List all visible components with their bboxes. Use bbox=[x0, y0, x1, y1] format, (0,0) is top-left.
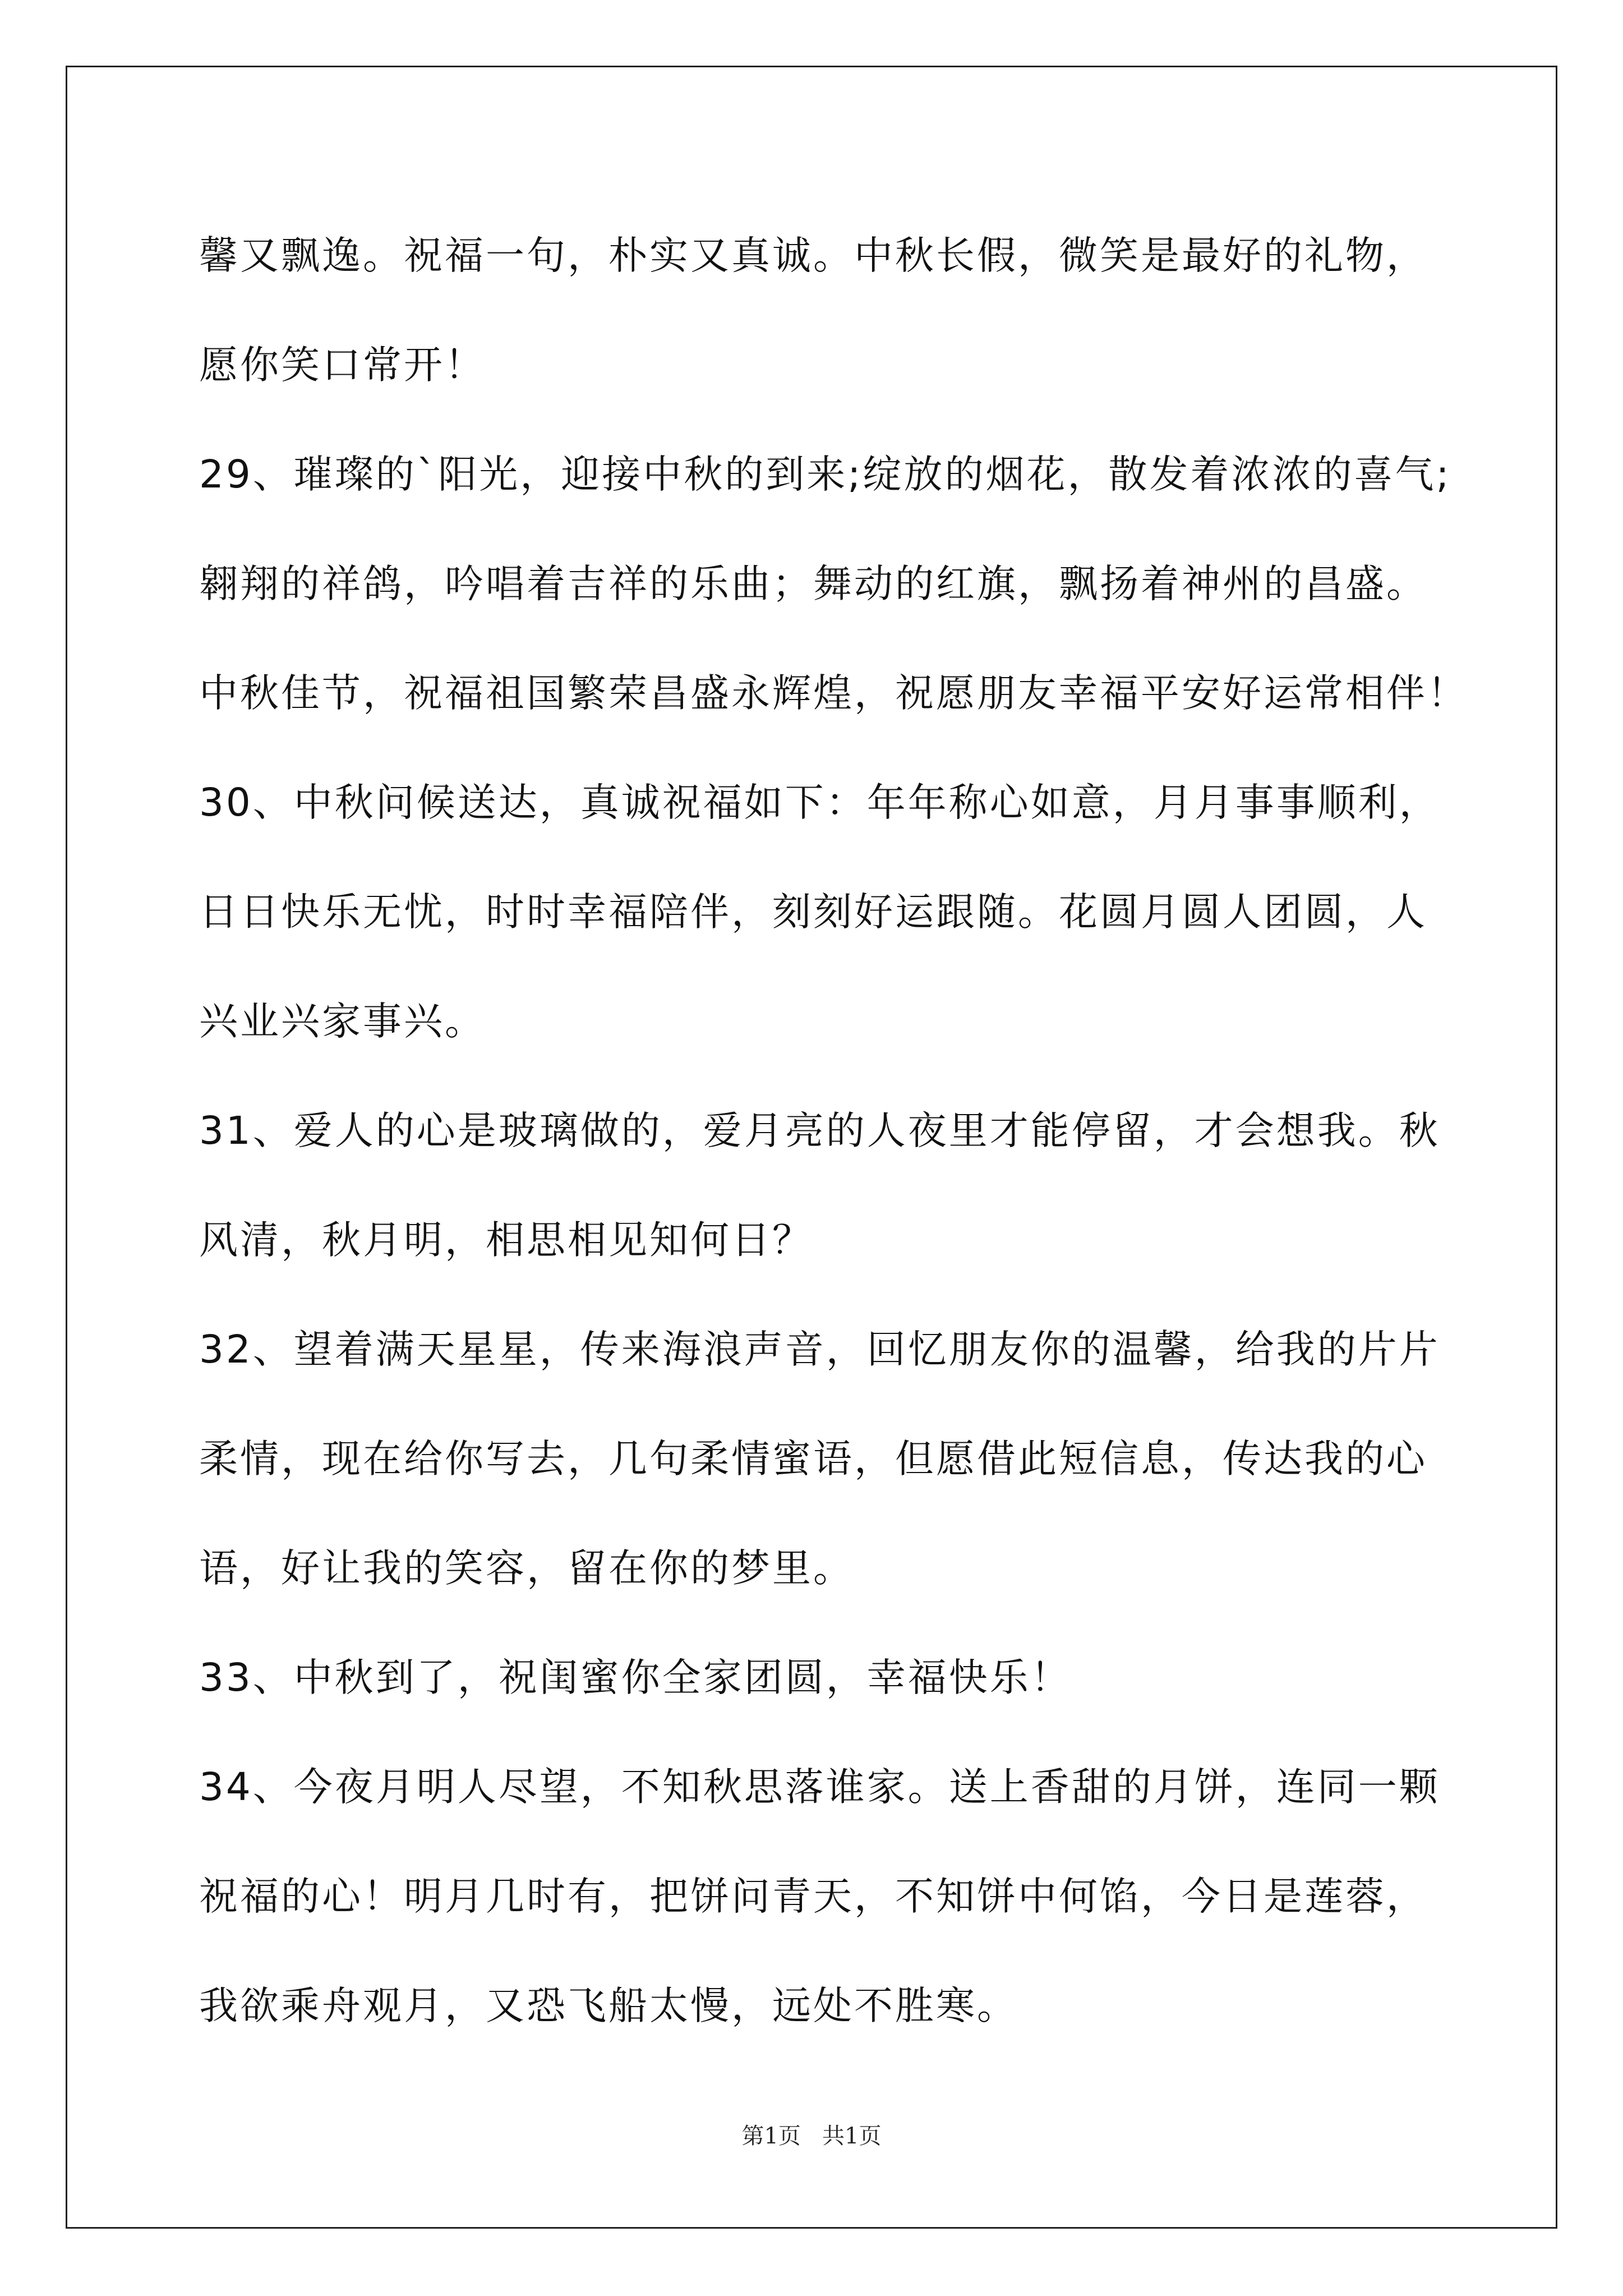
text-line-14: 33、中秋到了，祝闺蜜你全家团圆，幸福快乐！ bbox=[199, 1655, 1072, 1700]
text-line-3: 29、璀璨的`阳光，迎接中秋的到来;绽放的烟花，散发着浓浓的喜气; bbox=[199, 452, 1451, 497]
text-line-15: 34、今夜月明人尽望，不知秋思落谁家。送上香甜的月饼，连同一颗 bbox=[199, 1765, 1440, 1810]
text-line-16: 祝福的心！明月几时有，把饼问青天，不知饼中何馅，今日是莲蓉， bbox=[199, 1874, 1427, 1919]
text-line-4: 翱翔的祥鸽，吟唱着吉祥的乐曲；舞动的红旗，飘扬着神州的昌盛。 bbox=[199, 562, 1427, 606]
text-line-1: 馨又飘逸。祝福一句，朴实又真诚。中秋长假，微笑是最好的礼物， bbox=[199, 233, 1427, 278]
text-line-5: 中秋佳节，祝福祖国繁荣昌盛永辉煌，祝愿朋友幸福平安好运常相伴！ bbox=[199, 671, 1468, 716]
text-line-10: 风清，秋月明，相思相见知何日？ bbox=[199, 1218, 813, 1263]
text-line-6: 30、中秋问候送达，真诚祝福如下：年年称心如意，月月事事顺利， bbox=[199, 780, 1440, 825]
text-line-12: 柔情，现在给你写去，几句柔情蜜语，但愿借此短信息，传达我的心 bbox=[199, 1437, 1427, 1481]
text-line-9: 31、爱人的心是玻璃做的，爱月亮的人夜里才能停留，才会想我。秋 bbox=[199, 1108, 1440, 1153]
text-line-11: 32、望着满天星星，传来海浪声音，回忆朋友你的温馨，给我的片片 bbox=[199, 1327, 1440, 1372]
text-line-7: 日日快乐无忧，时时幸福陪伴，刻刻好运跟随。花圆月圆人团圆，人 bbox=[199, 890, 1427, 935]
text-line-2: 愿你笑口常开！ bbox=[199, 343, 486, 388]
text-line-8: 兴业兴家事兴。 bbox=[199, 999, 486, 1044]
page-number-footer: 第1页 共1页 bbox=[741, 2123, 882, 2149]
document-body bbox=[199, 201, 1468, 2061]
text-line-17: 我欲乘舟观月，又恐飞船太慢，远处不胜寒。 bbox=[199, 1984, 1018, 2028]
text-line-13: 语，好让我的笑容，留在你的梦里。 bbox=[199, 1546, 854, 1591]
